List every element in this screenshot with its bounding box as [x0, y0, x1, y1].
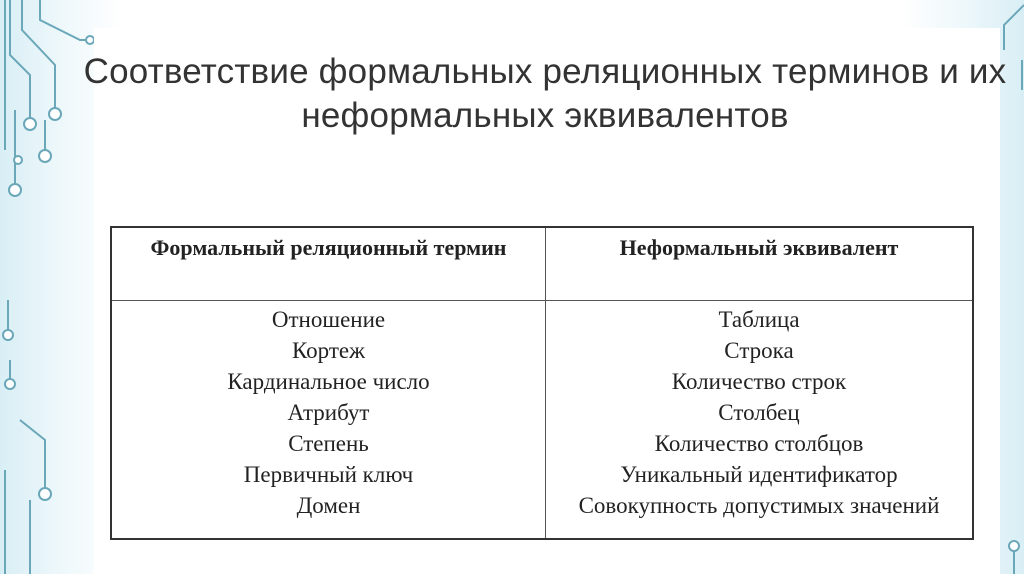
header-informal-equivalent: Неформальный эквивалент: [619, 235, 899, 260]
slide-title: Соответствие формальных реляционных терминов и их неформальных эквивалентов: [83, 52, 1007, 135]
informal-equivalent: Уникальный идентификатор: [620, 462, 898, 487]
formal-term: Домен: [296, 493, 361, 518]
informal-equivalent: Количество столбцов: [654, 431, 864, 456]
informal-equivalent: Строка: [724, 338, 794, 363]
informal-equivalent: Таблица: [718, 307, 800, 332]
informal-equivalents-column: [546, 304, 972, 521]
formal-term: Степень: [288, 431, 369, 456]
informal-equivalent: Совокупность допустимых значений: [578, 493, 940, 518]
formal-term: Кардинальное число: [227, 369, 430, 394]
informal-equivalent: Столбец: [718, 400, 800, 425]
formal-term: Атрибут: [287, 400, 370, 425]
formal-term: Первичный ключ: [243, 462, 414, 487]
informal-equivalent: Количество строк: [671, 369, 847, 394]
formal-term: Отношение: [271, 307, 386, 332]
slide-content: [83, 28, 1007, 574]
formal-term: Кортеж: [291, 338, 366, 363]
formal-terms-column: [112, 304, 545, 521]
header-divider: [112, 300, 972, 301]
header-formal-term: Формальный реляционный термин: [150, 235, 507, 260]
terms-table: [110, 226, 974, 540]
